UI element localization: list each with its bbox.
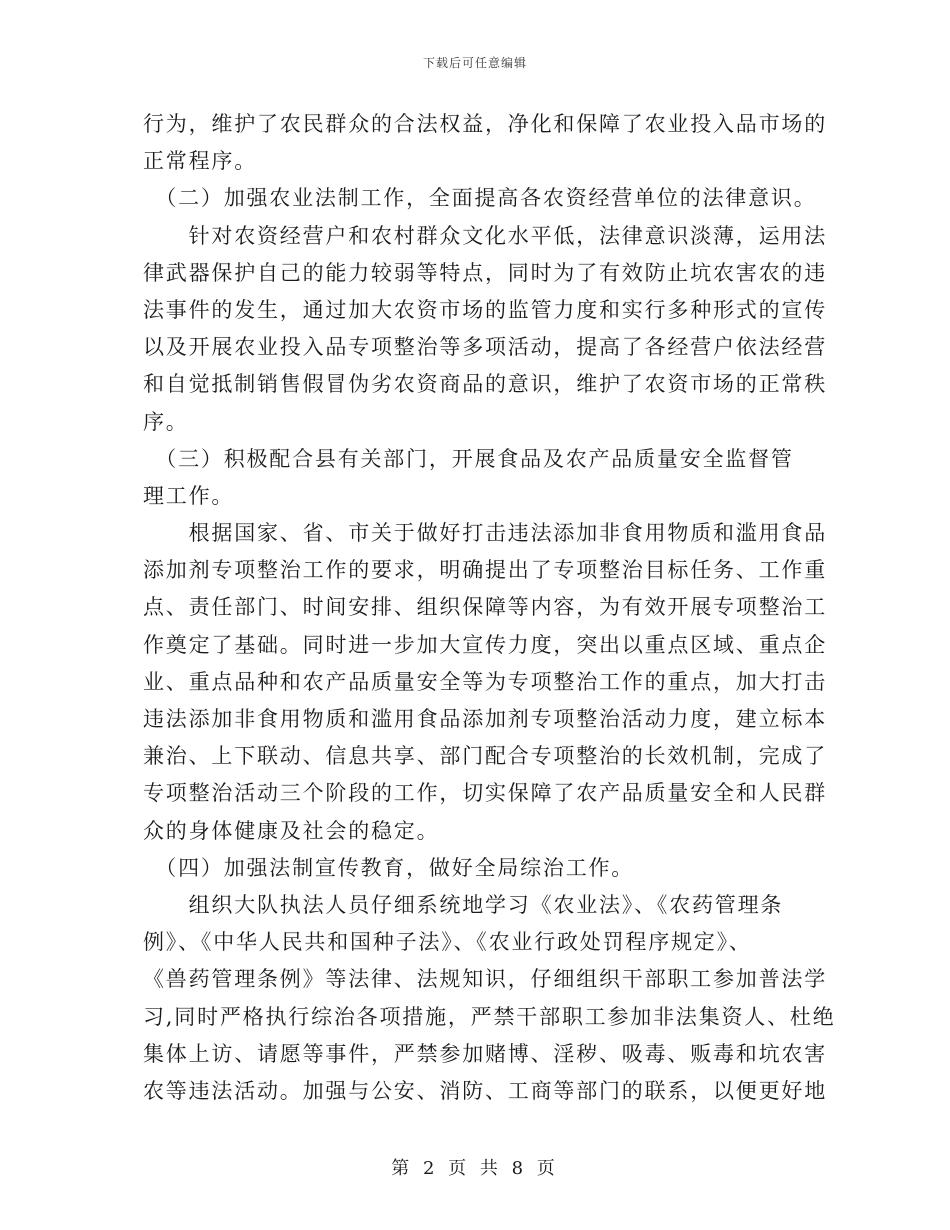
page-header: 下载后可任意编辑 <box>422 56 527 70</box>
section-heading: （四）加强法制宣传教育，做好全局综治工作。 <box>143 855 635 880</box>
text-line: 习,同时严格执行综治各项措施，严禁干部职工参加非法集资人、杜绝 <box>143 1004 836 1029</box>
text-line: 以及开展农业投入品专项整治等多项活动，提高了各经营户依法经营 <box>143 335 827 360</box>
page-number: 第 2 页 共 8 页 <box>391 1158 559 1179</box>
text-line: 点、责任部门、时间安排、组织保障等内容，为有效开展专项整治工 <box>143 595 827 620</box>
text-line: 众的身体健康及社会的稳定。 <box>143 818 440 843</box>
text-line: 业、重点品种和农产品质量安全等为专项整治工作的重点，加大打击 <box>143 669 827 694</box>
text-line: 专项整治活动三个阶段的工作，切实保障了农产品质量安全和人民群 <box>143 781 827 806</box>
text-line: 序。 <box>143 409 189 434</box>
text-line: 和自觉抵制销售假冒伪劣农资商品的意识，维护了农资市场的正常秩 <box>143 372 827 397</box>
document-body <box>143 106 836 1110</box>
text-line: 农等违法活动。加强与公安、消防、工商等部门的联系，以便更好地 <box>143 1078 827 1103</box>
section-heading: （二）加强农业法制工作，全面提高各农资经营单位的法律意识。 <box>143 186 817 211</box>
section-heading: 理工作。 <box>143 483 235 508</box>
text-line: 兼治、上下联动、信息共享、部门配合专项整治的长效机制，完成了 <box>143 744 827 769</box>
text-line: 行为，维护了农民群众的合法权益，净化和保障了农业投入品市场的 <box>143 112 827 136</box>
section-heading: （三）积极配合县有关部门，开展食品及农产品质量安全监督管 <box>143 446 794 471</box>
text-line: 《兽药管理条例》等法律、法规知识，仔细组织干部职工参加普法学 <box>143 967 827 992</box>
text-line: 根据国家、省、市关于做好打击违法添加非食用物质和滥用食品 <box>143 521 827 546</box>
text-line: 组织大队执法人员仔细系统地学习《农业法》、《农药管理条 <box>143 892 784 917</box>
text-line: 添加剂专项整治工作的要求，明确提出了专项整治目标任务、工作重 <box>143 558 827 583</box>
text-line: 违法添加非食用物质和滥用食品添加剂专项整治活动力度，建立标本 <box>143 707 827 731</box>
text-line: 针对农资经营户和农村群众文化水平低，法律意识淡薄，运用法 <box>143 223 827 248</box>
text-line: 法事件的发生，通过加大农资市场的监管力度和实行多种形式的宣传 <box>143 297 827 322</box>
text-line: 律武器保护自己的能力较弱等特点，同时为了有效防止坑农害农的违 <box>143 260 827 285</box>
text-line: 正常程序。 <box>143 149 257 174</box>
text-line: 集体上访、请愿等事件，严禁参加赌博、淫秽、吸毒、贩毒和坑农害 <box>143 1041 827 1066</box>
text-line: 作奠定了基础。同时进一步加大宣传力度，突出以重点区域、重点企 <box>143 632 827 657</box>
text-line: 例》、《中华人民共和国种子法》、《农业行政处罚程序规定》、 <box>143 930 752 955</box>
